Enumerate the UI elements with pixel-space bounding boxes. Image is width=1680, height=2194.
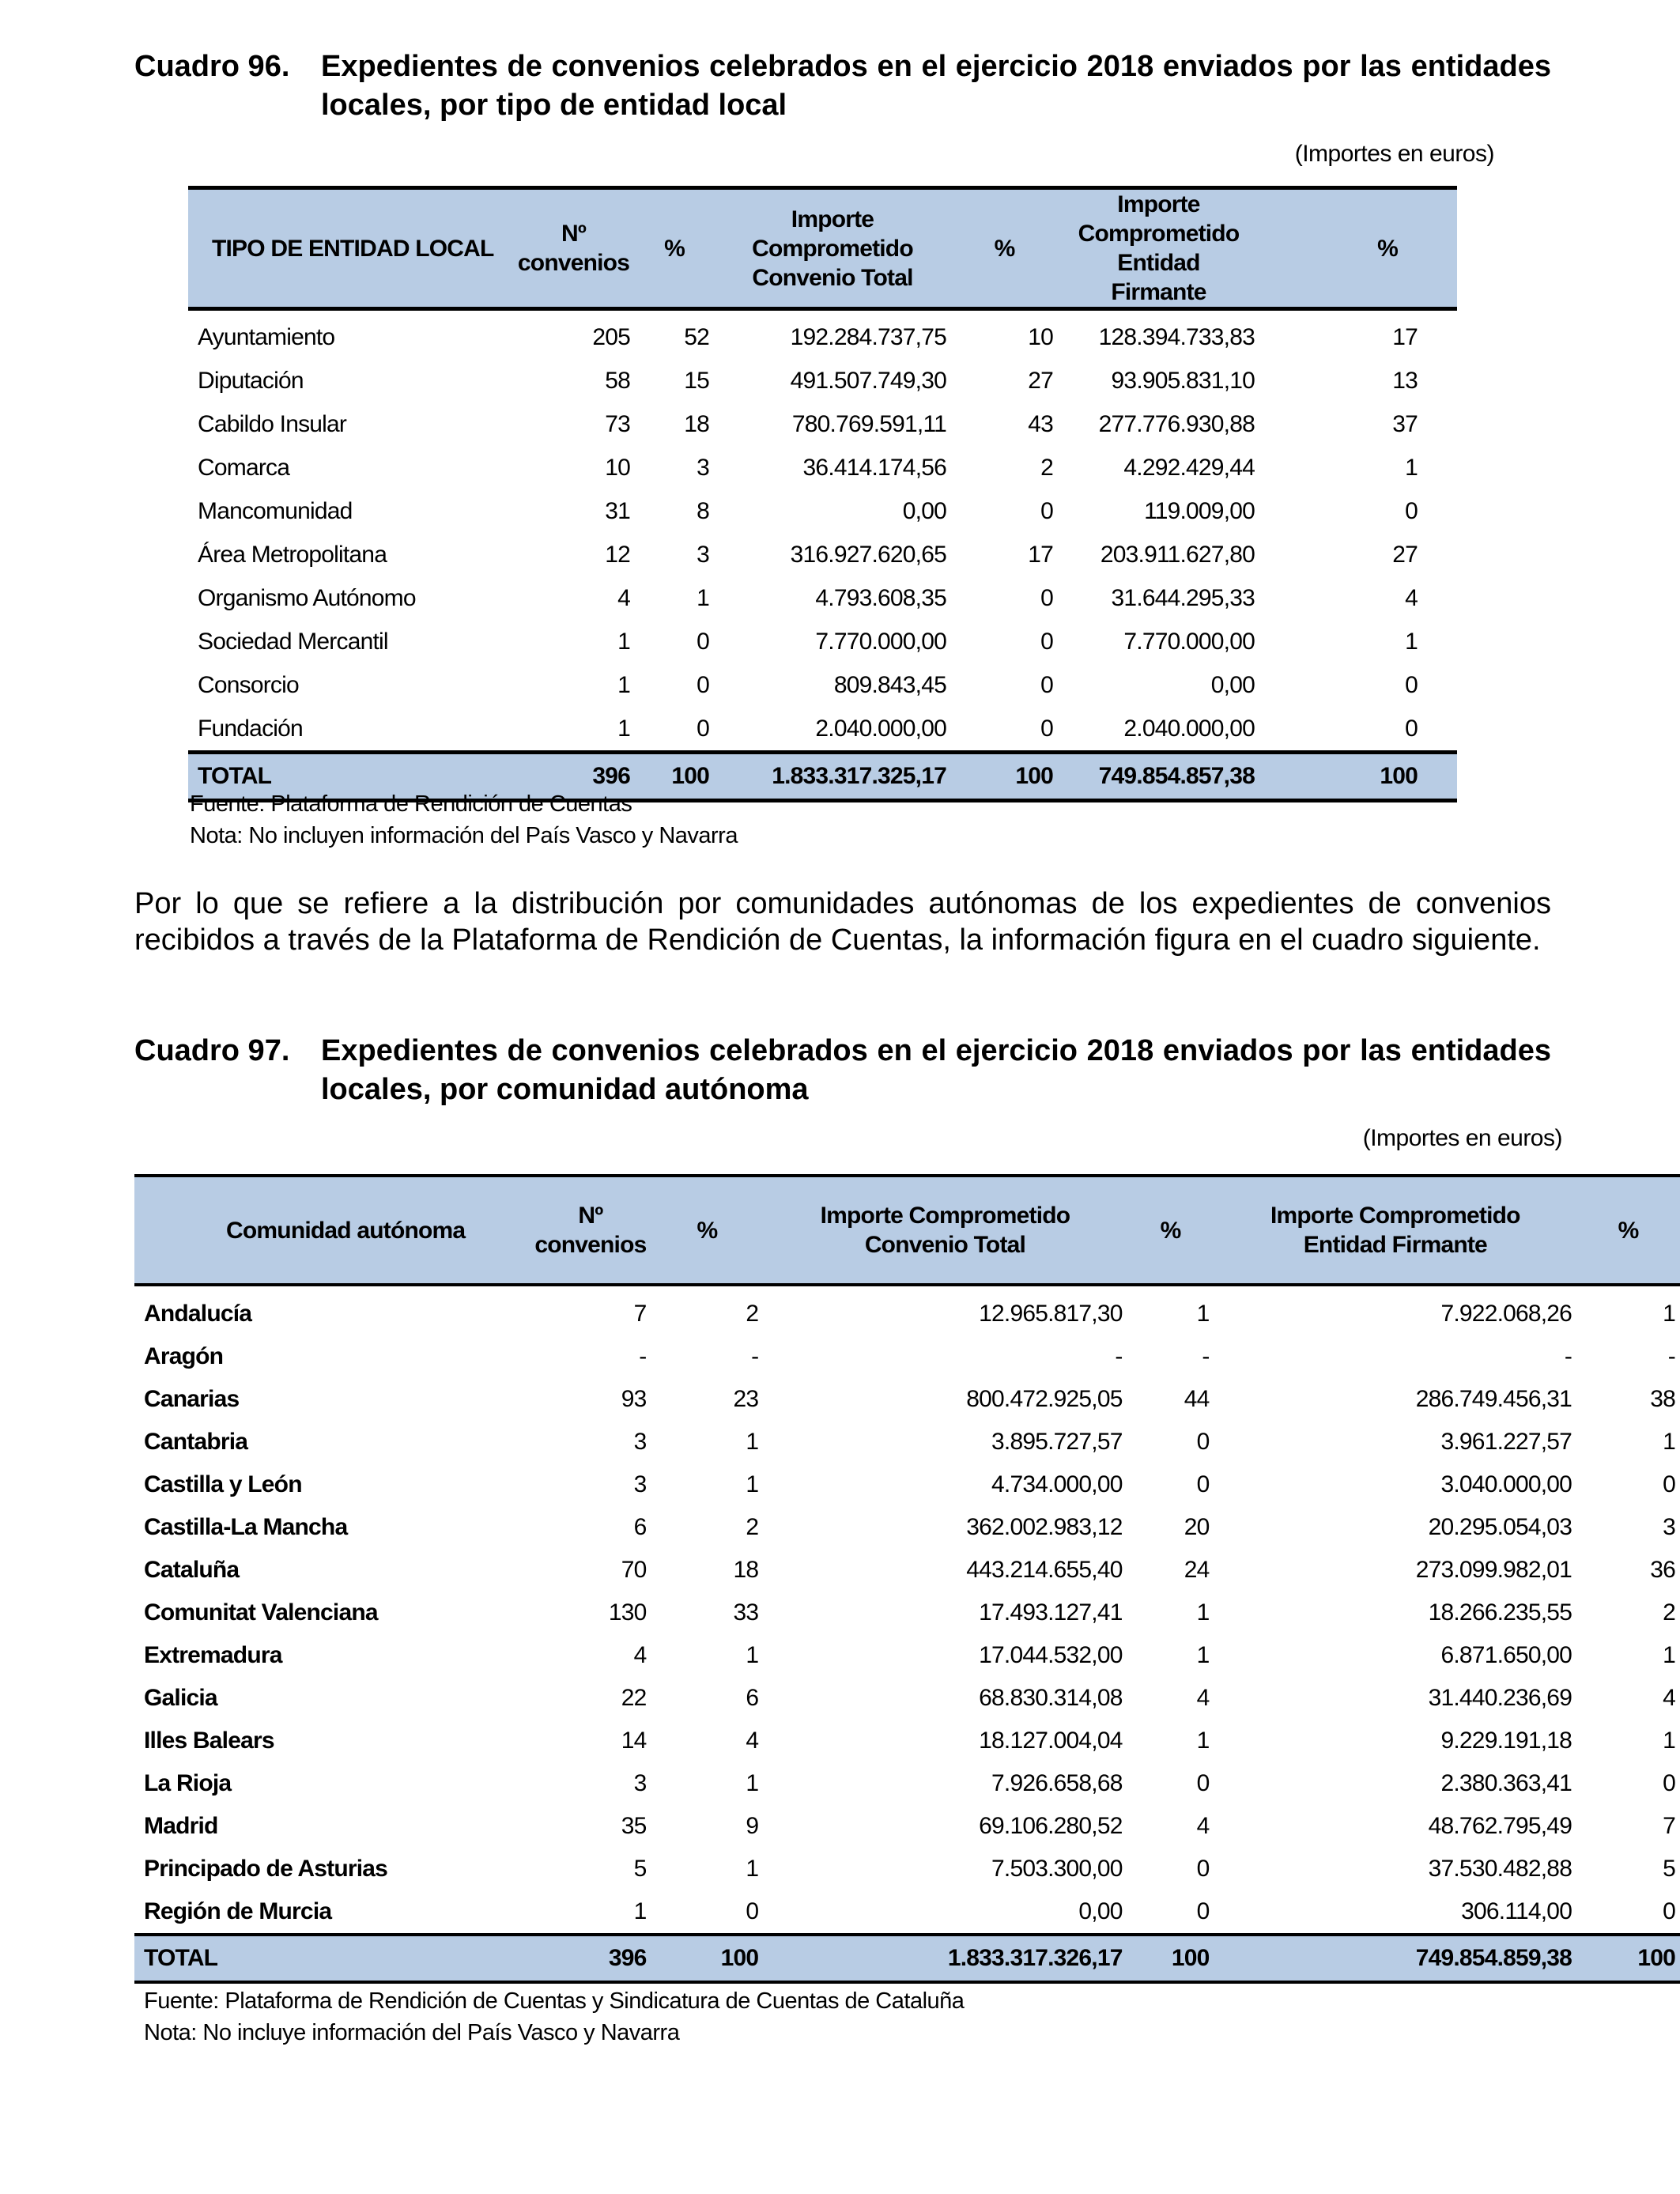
table-cell: 192.284.737,75 — [790, 323, 946, 350]
table-cell: 93.905.831,10 — [1111, 367, 1255, 394]
table-cell: 1 — [697, 584, 709, 611]
cuadro-97-body — [134, 1285, 1680, 1935]
cuadro-96-notes — [190, 788, 738, 852]
table-cell: 1 — [1663, 1642, 1675, 1668]
table-row — [134, 1634, 1680, 1677]
cuadro-97-note: Nota: No incluye información del País Vasco y Navarra — [144, 2020, 680, 2045]
table-cell: 0 — [1196, 1429, 1210, 1455]
table-row — [134, 1677, 1680, 1720]
header-cell: % — [1259, 188, 1457, 309]
row-label: Madrid — [144, 1813, 218, 1839]
table-cell: 0 — [1040, 584, 1053, 611]
table-cell: 5 — [633, 1856, 647, 1882]
table-cell: 0 — [1663, 1471, 1675, 1497]
table-row — [188, 309, 1457, 360]
table-cell: 0 — [1040, 715, 1053, 742]
table-header-row — [134, 1176, 1680, 1285]
table-cell: 2 — [746, 1514, 759, 1540]
table-row — [134, 1762, 1680, 1805]
table-row — [134, 1805, 1680, 1848]
table-cell: 52 — [684, 323, 709, 350]
table-cell: 18.266.235,55 — [1428, 1599, 1572, 1626]
cuadro-96-note: Nota: No incluyen información del País Vasco y Navarra — [190, 823, 738, 848]
table-cell: 1 — [617, 671, 630, 698]
table-cell: 8 — [697, 497, 709, 524]
table-row — [188, 576, 1457, 620]
row-label: Canarias — [144, 1386, 240, 1412]
table-cell: 0,00 — [1210, 671, 1255, 698]
table-cell: 14 — [621, 1728, 647, 1754]
table-cell: 286.749.456,31 — [1415, 1386, 1572, 1412]
table-cell: 6 — [633, 1514, 647, 1540]
table-cell: 31.644.295,33 — [1111, 584, 1255, 611]
table-cell: 2.380.363,41 — [1440, 1770, 1572, 1796]
cuadro-97-table-wrap — [134, 1174, 1680, 1984]
row-label: Región de Murcia — [144, 1898, 332, 1924]
total-cell: 396 — [512, 753, 635, 801]
table-cell: 5 — [1663, 1856, 1675, 1882]
table-cell: 37.530.482,88 — [1428, 1856, 1572, 1882]
header-cell: Nº convenios — [512, 188, 635, 309]
table-cell: 0 — [1196, 1856, 1210, 1882]
table-cell: 3 — [697, 541, 709, 568]
table-cell: 3.895.727,57 — [991, 1429, 1123, 1455]
header-cell: Importe Comprometido Convenio Total — [763, 1176, 1127, 1285]
table-cell: 58 — [605, 367, 630, 394]
table-cell: 7.503.300,00 — [991, 1856, 1123, 1882]
table-cell: 0,00 — [902, 497, 946, 524]
table-cell: 0 — [697, 715, 709, 742]
table-cell: 0,00 — [1078, 1898, 1123, 1924]
table-cell: 10 — [605, 454, 630, 481]
table-row — [188, 620, 1457, 663]
total-row — [134, 1935, 1680, 1982]
cuadro-96-units: (Importes en euros) — [1294, 141, 1494, 167]
table-cell: 1 — [1405, 454, 1418, 481]
table-cell: 1 — [746, 1429, 759, 1455]
row-label: Fundación — [198, 715, 303, 742]
table-cell: 3.040.000,00 — [1440, 1471, 1572, 1497]
table-cell: 0 — [1040, 628, 1053, 655]
row-label: Comarca — [198, 454, 290, 481]
table-cell: 20.295.054,03 — [1428, 1514, 1572, 1540]
table-cell: 43 — [1028, 410, 1053, 437]
cuadro-96-caption — [134, 47, 1551, 125]
row-label: Cantabria — [144, 1429, 248, 1455]
table-cell: 0 — [697, 628, 709, 655]
table-cell: 4 — [633, 1642, 647, 1668]
cuadro-96-table-wrap — [188, 186, 1457, 802]
table-row — [188, 359, 1457, 402]
table-cell: - — [639, 1343, 647, 1369]
table-cell: 9 — [746, 1813, 759, 1839]
table-cell: 1 — [1196, 1728, 1210, 1754]
table-cell: 27 — [1392, 541, 1418, 568]
table-cell: 23 — [733, 1386, 759, 1412]
table-row — [134, 1549, 1680, 1592]
table-cell: 4 — [617, 584, 630, 611]
table-row — [134, 1285, 1680, 1335]
cuadro-97-units: (Importes en euros) — [1362, 1125, 1562, 1151]
table-cell: 2 — [1040, 454, 1053, 481]
table-cell: 205 — [592, 323, 630, 350]
cuadro-96-number: Cuadro 96. — [134, 50, 290, 83]
table-cell: 2.040.000,00 — [1123, 715, 1255, 742]
total-cell: 100 — [1259, 753, 1457, 801]
header-cell: Importe Comprometido Convenio Total — [714, 188, 951, 309]
table-cell: 1 — [1663, 1429, 1675, 1455]
table-row — [188, 402, 1457, 446]
table-cell: 1 — [633, 1898, 647, 1924]
header-cell: % — [1576, 1176, 1680, 1285]
table-row — [134, 1592, 1680, 1634]
table-cell: 0 — [1663, 1770, 1675, 1796]
table-cell: 27 — [1028, 367, 1053, 394]
table-cell: - — [1564, 1343, 1572, 1369]
table-cell: 1 — [746, 1471, 759, 1497]
table-cell: 31 — [605, 497, 630, 524]
table-cell: 780.769.591,11 — [791, 410, 946, 437]
table-cell: 4.292.429,44 — [1123, 454, 1255, 481]
table-cell: 4 — [1405, 584, 1418, 611]
table-cell: 48.762.795,49 — [1428, 1813, 1572, 1839]
row-label: Illes Balears — [144, 1728, 274, 1754]
table-cell: 7.770.000,00 — [815, 628, 946, 655]
table-cell: 15 — [684, 367, 709, 394]
table-cell: 7.922.068,26 — [1440, 1301, 1572, 1327]
table-cell: 3.961.227,57 — [1440, 1429, 1572, 1455]
table-row — [188, 663, 1457, 707]
table-cell: 12.965.817,30 — [979, 1301, 1123, 1327]
table-cell: 4 — [1196, 1813, 1210, 1839]
table-cell: - — [1115, 1343, 1123, 1369]
table-cell: 1 — [746, 1770, 759, 1796]
table-cell: 1 — [617, 715, 630, 742]
table-cell: 273.099.982,01 — [1415, 1557, 1572, 1583]
row-label: Extremadura — [144, 1642, 282, 1668]
table-cell: 17 — [1392, 323, 1418, 350]
table-row — [188, 489, 1457, 533]
table-cell: 70 — [621, 1557, 647, 1583]
table-cell: 0 — [1040, 497, 1053, 524]
table-cell: 68.830.314,08 — [979, 1685, 1123, 1711]
table-cell: 69.106.280,52 — [979, 1813, 1123, 1839]
table-header-row — [188, 188, 1457, 309]
table-cell: 1 — [1196, 1642, 1210, 1668]
table-cell: 128.394.733,83 — [1098, 323, 1255, 350]
row-label: Diputación — [198, 367, 304, 394]
row-label: Galicia — [144, 1685, 217, 1711]
total-cell: TOTAL — [134, 1935, 530, 1982]
table-cell: 17.044.532,00 — [979, 1642, 1123, 1668]
table-cell: 0 — [1405, 671, 1418, 698]
table-cell: 22 — [621, 1685, 647, 1711]
table-cell: 4.734.000,00 — [991, 1471, 1123, 1497]
table-row — [188, 446, 1457, 489]
table-cell: 1 — [1196, 1599, 1210, 1626]
cuadro-97-number: Cuadro 97. — [134, 1034, 290, 1067]
table-cell: 9.229.191,18 — [1440, 1728, 1572, 1754]
row-label: Organismo Autónomo — [198, 584, 416, 611]
table-row — [134, 1720, 1680, 1762]
table-cell: 277.776.930,88 — [1098, 410, 1255, 437]
table-cell: 0 — [1196, 1898, 1210, 1924]
table-cell: 316.927.620,65 — [790, 541, 946, 568]
table-row — [134, 1848, 1680, 1890]
cuadro-97-title: Expedientes de convenios celebrados en el ejercicio 2018 enviados por las entidades locales, por comunidad autónoma — [321, 1034, 1551, 1106]
row-label: Cabildo Insular — [198, 410, 347, 437]
total-cell: 100 — [1127, 1935, 1214, 1982]
table-cell: 24 — [1184, 1557, 1210, 1583]
table-cell: 3 — [633, 1471, 647, 1497]
table-cell: 130 — [608, 1599, 647, 1626]
table-cell: 36.414.174,56 — [802, 454, 946, 481]
header-cell: Importe Comprometido Entidad Firmante — [1058, 188, 1259, 309]
table-row — [134, 1335, 1680, 1378]
table-cell: 18 — [684, 410, 709, 437]
table-cell: 0 — [1663, 1898, 1675, 1924]
table-cell: 0 — [746, 1898, 759, 1924]
table-cell: 0 — [1196, 1770, 1210, 1796]
header-cell: % — [951, 188, 1058, 309]
table-cell: 33 — [733, 1599, 759, 1626]
header-cell: TIPO DE ENTIDAD LOCAL — [188, 188, 512, 309]
table-cell: 10 — [1028, 323, 1053, 350]
cuadro-96-table — [188, 186, 1457, 802]
total-cell: 1.833.317.325,17 — [714, 753, 951, 801]
table-row — [188, 533, 1457, 576]
header-cell: Comunidad autónoma — [134, 1176, 530, 1285]
header-cell: % — [635, 188, 714, 309]
row-label: Sociedad Mercantil — [198, 628, 388, 655]
total-cell: 749.854.857,38 — [1058, 753, 1259, 801]
row-label: La Rioja — [144, 1770, 232, 1796]
table-cell: 0 — [1405, 497, 1418, 524]
table-cell: 3 — [633, 1770, 647, 1796]
cuadro-97-caption — [134, 1032, 1551, 1109]
table-cell: 203.911.627,80 — [1100, 541, 1255, 568]
total-cell: 100 — [1576, 1935, 1680, 1982]
table-cell: 4 — [1196, 1685, 1210, 1711]
table-cell: 7 — [1663, 1813, 1675, 1839]
total-cell: 100 — [635, 753, 714, 801]
row-label: Castilla y León — [144, 1471, 302, 1497]
table-cell: - — [1202, 1343, 1210, 1369]
table-cell: 18 — [733, 1557, 759, 1583]
table-cell: 1 — [617, 628, 630, 655]
table-cell: 17.493.127,41 — [979, 1599, 1123, 1626]
body-paragraph: Por lo que se refiere a la distribución por comunidades autónomas de los expedientes de convenios recibidos a través de la Plataforma de Rendición de Cuentas, la información figura en el cuadro siguiente. — [134, 887, 1551, 957]
table-cell: 1 — [1196, 1301, 1210, 1327]
table-cell: 2.040.000,00 — [815, 715, 946, 742]
table-cell: 1 — [746, 1642, 759, 1668]
table-cell: 119.009,00 — [1144, 497, 1255, 524]
row-label: Castilla-La Mancha — [144, 1514, 348, 1540]
table-cell: - — [1667, 1343, 1675, 1369]
cuadro-97-source: Fuente: Plataforma de Rendición de Cuentas y Sindicatura de Cuentas de Cataluña — [144, 1988, 965, 2014]
table-cell: 4 — [746, 1728, 759, 1754]
table-cell: 20 — [1184, 1514, 1210, 1540]
total-cell: 396 — [530, 1935, 651, 1982]
table-cell: 4.793.608,35 — [815, 584, 946, 611]
table-cell: 1 — [746, 1856, 759, 1882]
table-row — [134, 1463, 1680, 1506]
table-cell: 800.472.925,05 — [966, 1386, 1123, 1412]
table-cell: 38 — [1650, 1386, 1675, 1412]
table-cell: 3 — [1663, 1514, 1675, 1540]
table-cell: 12 — [605, 541, 630, 568]
row-label: Ayuntamiento — [198, 323, 335, 350]
total-cell: 1.833.317.326,17 — [763, 1935, 1127, 1982]
cuadro-96-body — [188, 309, 1457, 753]
row-label: Mancomunidad — [198, 497, 353, 524]
table-cell: 35 — [621, 1813, 647, 1839]
total-cell: TOTAL — [188, 753, 512, 801]
table-cell: 3 — [633, 1429, 647, 1455]
table-row — [134, 1890, 1680, 1935]
cuadro-97-table — [134, 1174, 1680, 1984]
row-label: Aragón — [144, 1343, 224, 1369]
table-cell: 443.214.655,40 — [966, 1557, 1123, 1583]
row-label: Principado de Asturias — [144, 1856, 388, 1882]
table-cell: 2 — [746, 1301, 759, 1327]
total-cell: 100 — [951, 753, 1058, 801]
table-row — [134, 1506, 1680, 1549]
row-label: Comunitat Valenciana — [144, 1599, 378, 1626]
row-label: Andalucía — [144, 1301, 252, 1327]
table-cell: 0 — [1405, 715, 1418, 742]
table-cell: 6 — [746, 1685, 759, 1711]
total-cell: 749.854.859,38 — [1214, 1935, 1577, 1982]
table-row — [134, 1378, 1680, 1421]
table-cell: 36 — [1650, 1557, 1675, 1583]
header-cell: Nº convenios — [530, 1176, 651, 1285]
table-cell: 0 — [697, 671, 709, 698]
table-cell: 93 — [621, 1386, 647, 1412]
row-label: Cataluña — [144, 1557, 240, 1583]
row-label: Área Metropolitana — [198, 541, 387, 568]
table-cell: 73 — [605, 410, 630, 437]
table-cell: 7.770.000,00 — [1123, 628, 1255, 655]
table-cell: 1 — [1663, 1728, 1675, 1754]
table-cell: 13 — [1392, 367, 1418, 394]
table-cell: 362.002.983,12 — [966, 1514, 1123, 1540]
table-cell: 37 — [1392, 410, 1418, 437]
table-cell: 7 — [633, 1301, 647, 1327]
header-cell: % — [1127, 1176, 1214, 1285]
header-cell: % — [651, 1176, 764, 1285]
table-cell: 809.843,45 — [833, 671, 946, 698]
table-cell: 491.507.749,30 — [790, 367, 946, 394]
header-cell: Importe Comprometido Entidad Firmante — [1214, 1176, 1577, 1285]
table-cell: 17 — [1028, 541, 1053, 568]
table-cell: 306.114,00 — [1461, 1898, 1572, 1924]
table-cell: 31.440.236,69 — [1428, 1685, 1572, 1711]
cuadro-96-source: Fuente: Plataforma de Rendición de Cuentas — [190, 791, 632, 817]
table-cell: 0 — [1196, 1471, 1210, 1497]
table-row — [134, 1421, 1680, 1463]
table-cell: 7.926.658,68 — [991, 1770, 1123, 1796]
table-cell: 6.871.650,00 — [1440, 1642, 1572, 1668]
table-row — [188, 707, 1457, 753]
table-cell: 1 — [1405, 628, 1418, 655]
table-cell: 18.127.004,04 — [979, 1728, 1123, 1754]
table-cell: - — [751, 1343, 759, 1369]
cuadro-96-title: Expedientes de convenios celebrados en el ejercicio 2018 enviados por las entidades locales, por tipo de entidad local — [321, 50, 1551, 122]
table-cell: 2 — [1663, 1599, 1675, 1626]
table-cell: 0 — [1040, 671, 1053, 698]
table-cell: 4 — [1663, 1685, 1675, 1711]
table-cell: 3 — [697, 454, 709, 481]
table-cell: 1 — [1663, 1301, 1675, 1327]
cuadro-97-notes — [144, 1985, 964, 2049]
table-cell: 44 — [1184, 1386, 1210, 1412]
row-label: Consorcio — [198, 671, 299, 698]
total-cell: 100 — [651, 1935, 764, 1982]
